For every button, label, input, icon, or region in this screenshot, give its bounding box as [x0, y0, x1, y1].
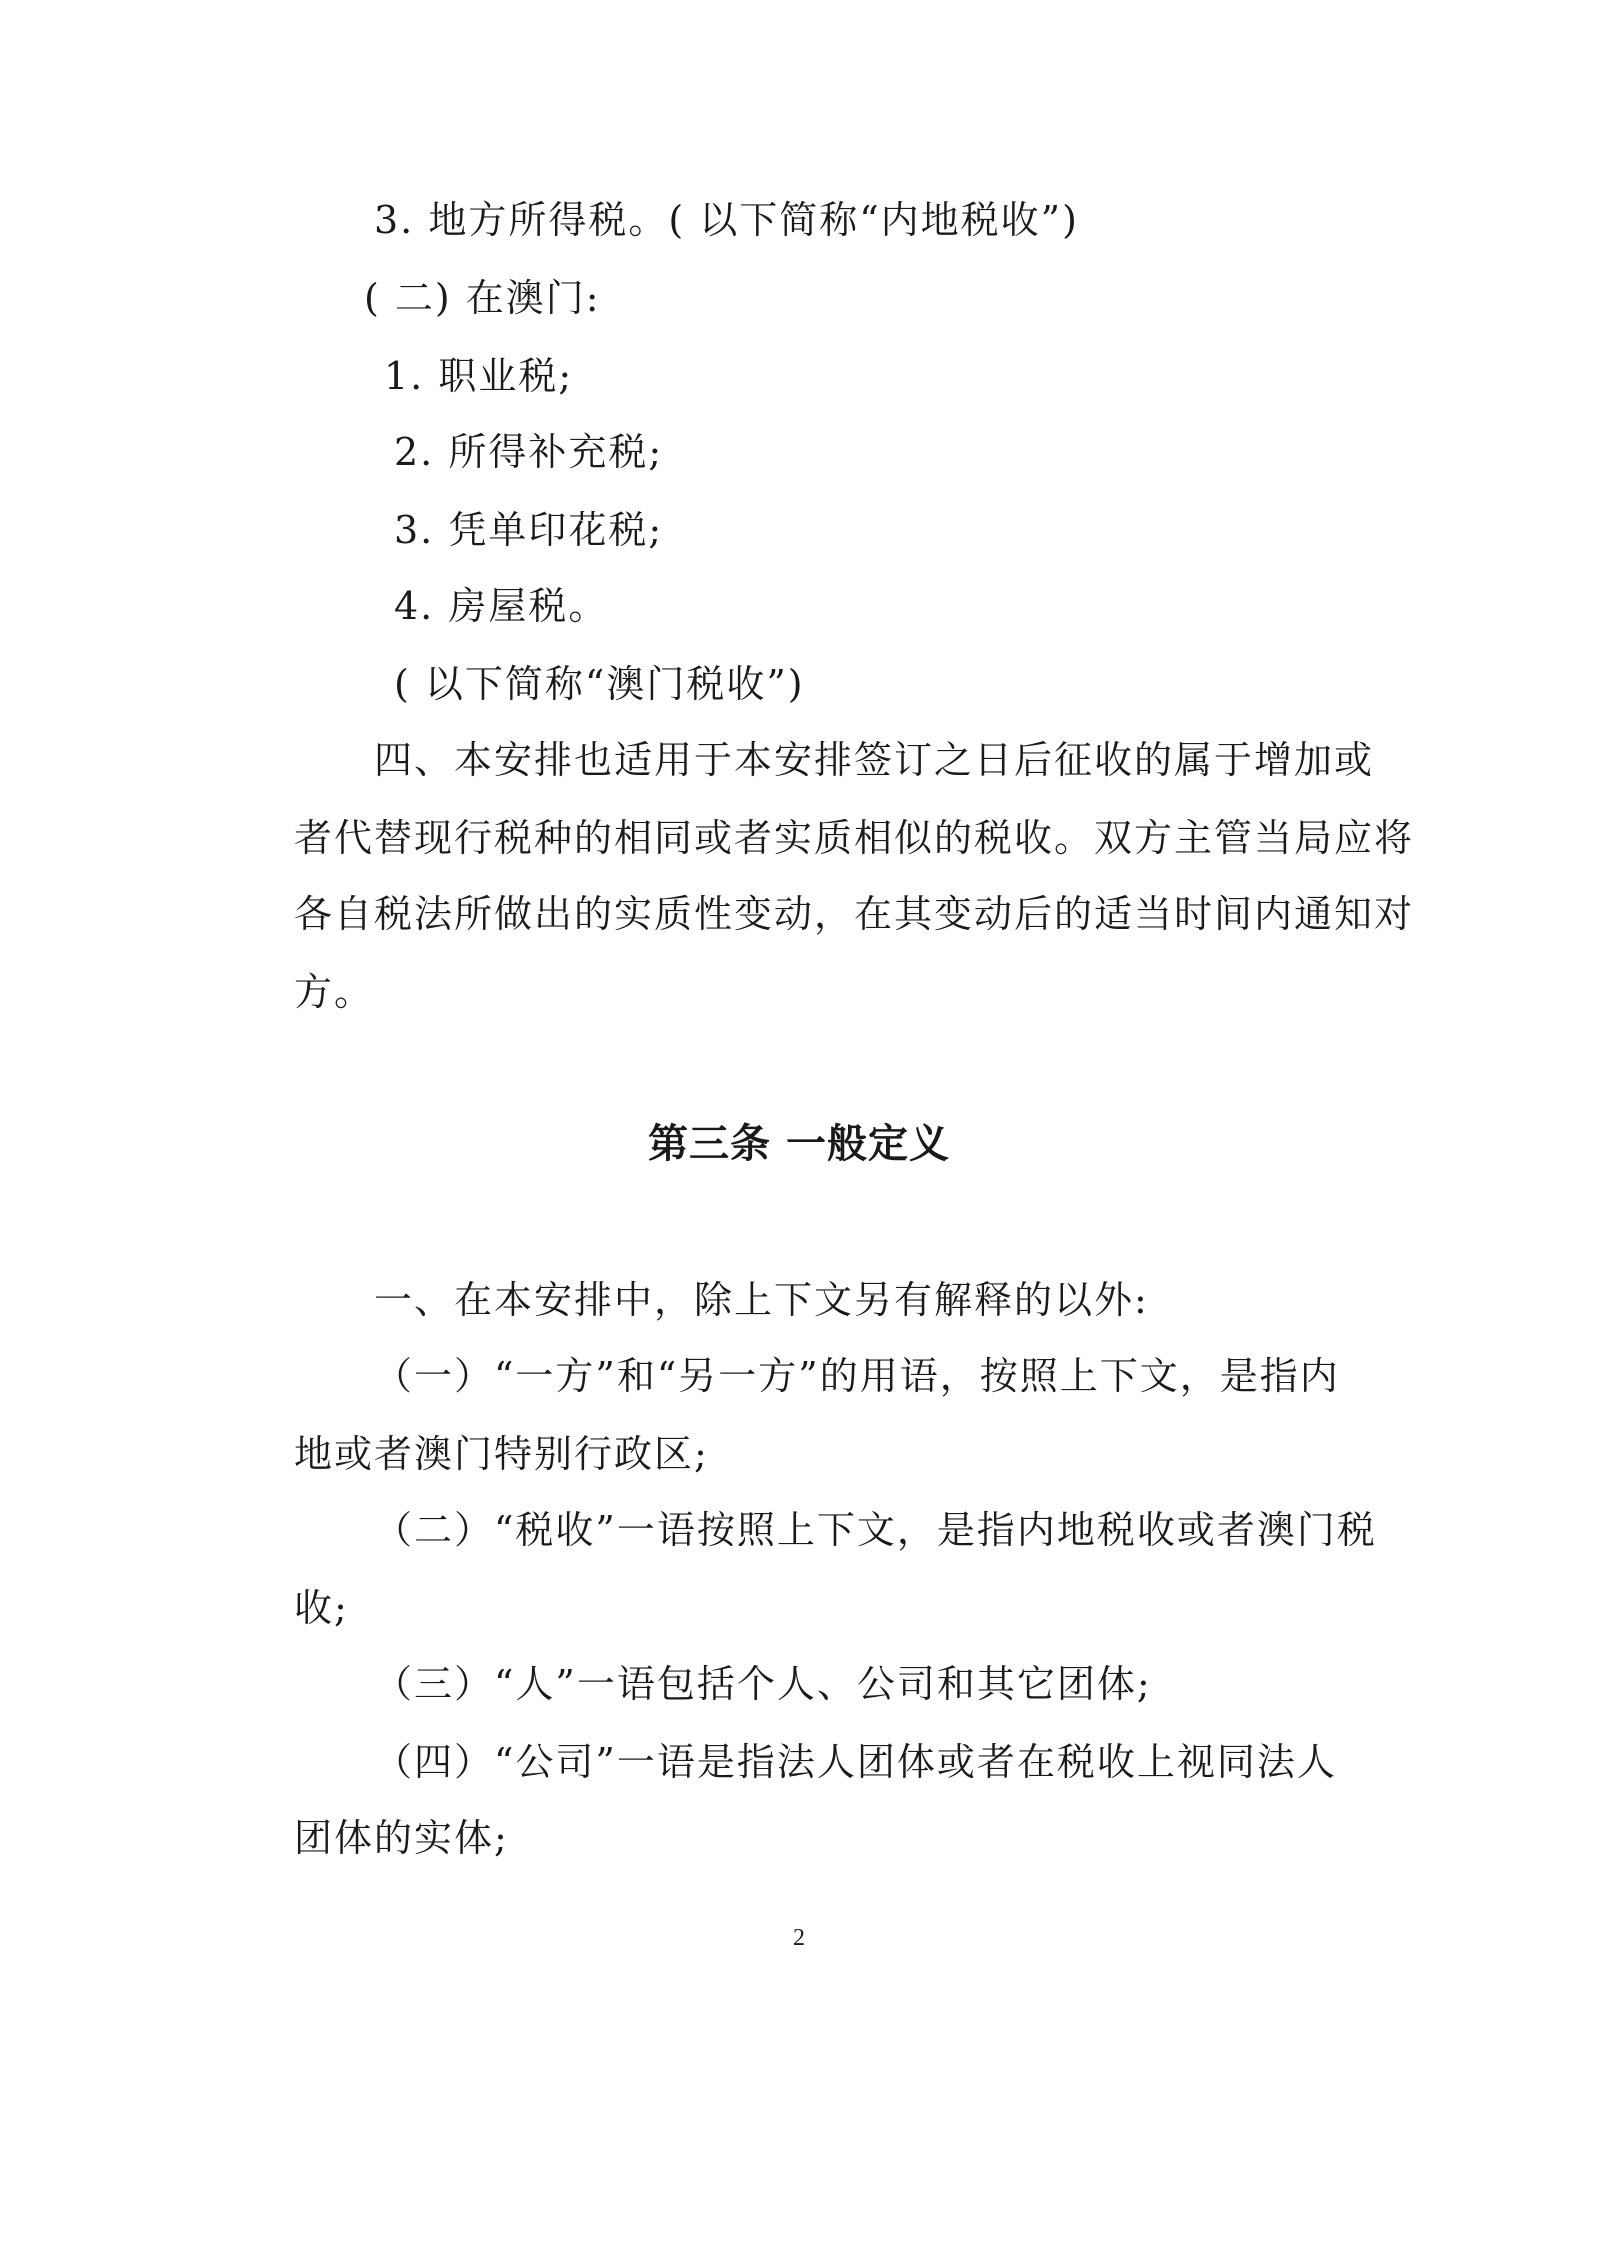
text-line-macau-heading: ( 二) 在澳门:: [364, 276, 601, 320]
text-line-stamp-duty: 3. 凭单印花税;: [394, 508, 664, 552]
definition-4-line-2: 团体的实体;: [294, 1816, 509, 1860]
definition-2-line-2: 收;: [294, 1586, 349, 1630]
definition-1-line-2: 地或者澳门特别行政区;: [294, 1432, 709, 1476]
definitions-intro: 一、在本安排中，除上下文另有解释的以外:: [374, 1278, 1149, 1322]
definition-4-line-1: （四）“公司”一语是指法人团体或者在税收上视同法人: [374, 1740, 1337, 1784]
text-line-property-tax: 4. 房屋税。: [394, 584, 609, 628]
text-line-supplementary-tax: 2. 所得补充税;: [394, 430, 664, 474]
paragraph-4-line-2: 者代替现行税种的相同或者实质相似的税收。双方主管当局应将: [294, 816, 1415, 860]
paragraph-4-line-4: 方。: [294, 970, 375, 1014]
page-number: 2: [793, 1925, 805, 1951]
text-line-professional-tax: 1. 职业税;: [384, 354, 574, 398]
text-line-local-income-tax: 3. 地方所得税。( 以下简称“内地税收”): [374, 198, 1079, 242]
paragraph-4-line-1: 四、本安排也适用于本安排签订之日后征收的属于增加或: [374, 738, 1375, 782]
section-heading: 第三条 一般定义: [648, 1120, 950, 1167]
text-line-macau-tax-abbrev: ( 以下简称“澳门税收”): [394, 662, 805, 706]
definition-3: （三）“人”一语包括个人、公司和其它团体;: [374, 1662, 1152, 1706]
definition-2-line-1: （二）“税收”一语按照上下文，是指内地税收或者澳门税: [374, 1508, 1377, 1552]
paragraph-4-line-3: 各自税法所做出的实质性变动，在其变动后的适当时间内通知对: [294, 892, 1415, 936]
definition-1-line-1: （一）“一方”和“另一方”的用语，按照上下文，是指内: [374, 1354, 1340, 1398]
